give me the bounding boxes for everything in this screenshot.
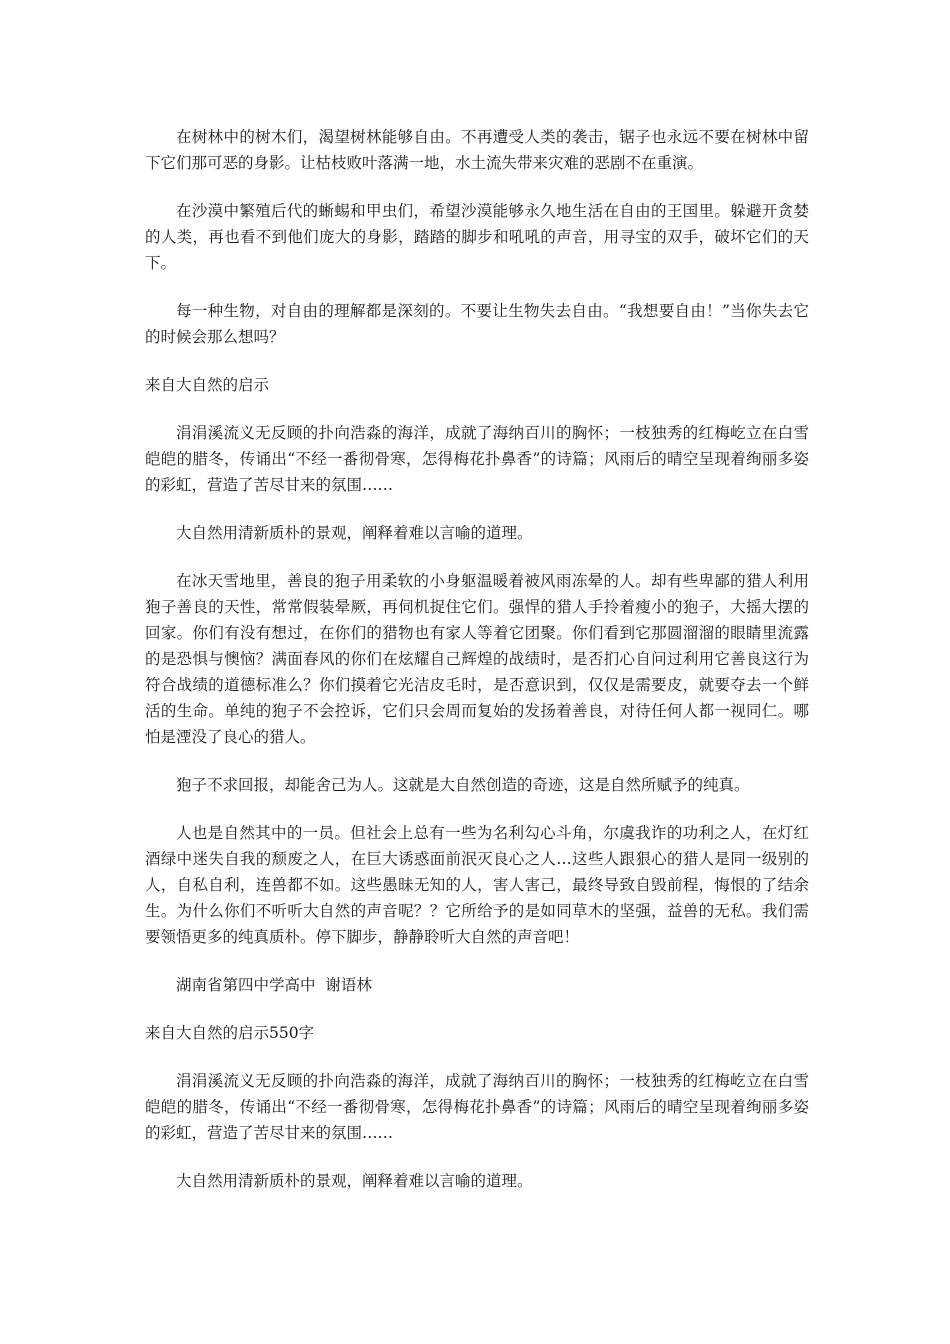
paragraph-roe-deer: 在冰天雪地里，善良的狍子用柔软的小身躯温暖着被风雨冻晕的人。却有些卑鄙的猎人利用狍子善良的天性，常常假装晕厥，再伺机捉住它们。强悍的猎人手拎着瘦小的狍子，大摇大摆的回家。你们有没有想过，在你们的猎物也有家人等着它团聚。你们看到它那圆溜溜的眼睛里流露的是恐惧与懊恼？满面春风的你们在炫耀自己辉煌的战绩时，是否扪心自问过利用它善良这行为符合战绩的道德标准么？你们摸着它光洁皮毛时，是否意识到，仅仅是需要皮，就要夺去一个鲜活的生命。单纯的狍子不会控诉，它们只会周而复始的发扬着善良，对待任何人都一视同仁。哪怕是湮没了良心的猎人。: [145, 572, 809, 746]
section-heading-550: 来自大自然的启示550字: [145, 1024, 315, 1042]
section-heading: 来自大自然的启示: [145, 376, 270, 394]
paragraph-streams-repeat: 涓涓溪流义无反顾的扑向浩淼的海洋，成就了海纳百川的胸怀；一枝独秀的红梅屹立在白雪皑皑的腊冬，传诵出“不经一番彻骨寒，怎得梅花扑鼻香”的诗篇；风雨后的晴空呈现着绚丽多姿的彩虹，营造了苦尽甘来的氛围……: [145, 1072, 809, 1142]
paragraph-nature-scenery-repeat: 大自然用清新质朴的景观，阐释着难以言喻的道理。: [176, 1172, 533, 1190]
paragraph-trees: 在树林中的树木们，渴望树林能够自由。不再遭受人类的袭击，锯子也永远不要在树林中留下它们那可恶的身影。让枯枝败叶落满一地，水土流失带来灾难的恶剧不在重演。: [145, 128, 809, 172]
paragraph-freedom: 每一种生物，对自由的理解都是深刻的。不要让生物失去自由。“我想要自由！”当你失去它的时候会那么想吗？: [145, 302, 809, 346]
paragraph-streams: 涓涓溪流义无反顾的扑向浩淼的海洋，成就了海纳百川的胸怀；一枝独秀的红梅屹立在白雪皑皑的腊冬，传诵出“不经一番彻骨寒，怎得梅花扑鼻香”的诗篇；风雨后的晴空呈现着绚丽多姿的彩虹，营造了苦尽甘来的氛围……: [145, 424, 809, 494]
paragraph-desert: 在沙漠中繁殖后代的蜥蜴和甲虫们，希望沙漠能够永久地生活在自由的王国里。躲避开贪婪的人类，再也看不到他们庞大的身影，踏踏的脚步和吼吼的声音，用寻宝的双手，破坏它们的天下。: [145, 202, 809, 272]
document-page: [145, 124, 809, 1216]
paragraph-roe-deer-sacrifice: 狍子不求回报，却能舍己为人。这就是大自然创造的奇迹，这是自然所赋予的纯真。: [176, 776, 750, 794]
paragraph-nature-scenery: 大自然用清新质朴的景观，阐释着难以言喻的道理。: [176, 524, 533, 542]
paragraph-humans: 人也是自然其中的一员。但社会上总有一些为名利勾心斗角，尔虞我诈的功利之人，在灯红酒绿中迷失自我的颓废之人，在巨大诱惑面前泯灭良心之人…这些人跟狠心的猎人是同一级别的人，自私自利，连兽都不如。这些愚昧无知的人，害人害己，最终导致自毁前程，悔恨的了结余生。为什么你们不听听大自然的声音呢？？它所给予的是如同草木的坚强，益兽的无私。我们需要领悟更多的纯真质朴。停下脚步，静静聆听大自然的声音吧！: [145, 824, 809, 946]
author-line: 湖南省第四中学高中 谢语林: [176, 976, 372, 994]
